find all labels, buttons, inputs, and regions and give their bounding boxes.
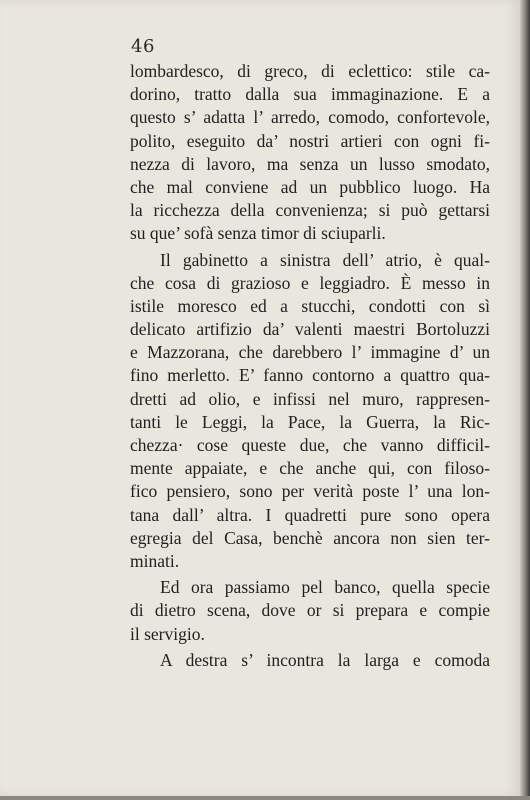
body-text xyxy=(130,60,490,672)
text-line: che cosa di grazioso e leggiadro. È messo in xyxy=(130,272,490,293)
text-line: su que’ sofà senza timor di sciuparli. xyxy=(130,223,386,244)
text-line: mente appaiate, e che anche qui, con filoso- xyxy=(130,458,490,479)
page-number: 46 xyxy=(131,36,155,57)
text-line: tana dall’ altra. I quadretti pure sono opera xyxy=(130,504,490,525)
text-line: fino merletto. E’ fanno contorno a quattro qua- xyxy=(130,365,490,386)
text-line: Il gabinetto a sinistra dell’ atrio, è qual- xyxy=(160,249,490,270)
page-edge xyxy=(520,0,530,800)
text-line: Ed ora passiamo pel banco, quella specie xyxy=(160,577,490,598)
text-line: dorino, tratto dalla sua immaginazione. E a xyxy=(130,84,490,105)
text-line: delicato artifizio da’ valenti maestri Bortoluzzi xyxy=(130,319,490,340)
text-line: tanti le Leggi, la Pace, la Guerra, la Ric- xyxy=(130,411,490,432)
page-bottom-edge xyxy=(0,796,530,800)
text-line: che mal conviene ad un pubblico luogo. Ha xyxy=(130,176,490,197)
text-line: il servigio. xyxy=(130,623,205,644)
text-line: chezza· cose queste due, che vanno difficil- xyxy=(130,435,490,455)
text-line: dretti ad olio, e infissi nel muro, rappresen- xyxy=(130,388,490,409)
text-line: A destra s’ incontra la larga e comoda xyxy=(160,649,490,670)
text-line: polito, eseguito da’ nostri artieri con ogni fi- xyxy=(130,130,490,151)
text-line: istile moresco ed a stucchi, condotti con sì xyxy=(130,295,490,316)
text-line: minati. xyxy=(130,550,180,571)
text-line: e Mazzorana, che darebbero l’ immagine d’ un xyxy=(130,342,490,363)
text-line: lombardesco, di greco, di eclettico: stile ca- xyxy=(130,61,490,81)
text-line: questo s’ adatta l’ arredo, comodo, confortevole, xyxy=(130,107,490,128)
text-line: di dietro scena, dove or si prepara e compie xyxy=(130,600,490,621)
text-line: egregia del Casa, benchè ancora non sien ter- xyxy=(130,527,490,548)
text-line: nezza di lavoro, ma senza un lusso smodato, xyxy=(130,153,490,174)
text-line: fico pensiero, sono per verità poste l’ una lon- xyxy=(130,481,490,502)
text-line: la ricchezza della convenienza; si può gettarsi xyxy=(130,200,490,221)
